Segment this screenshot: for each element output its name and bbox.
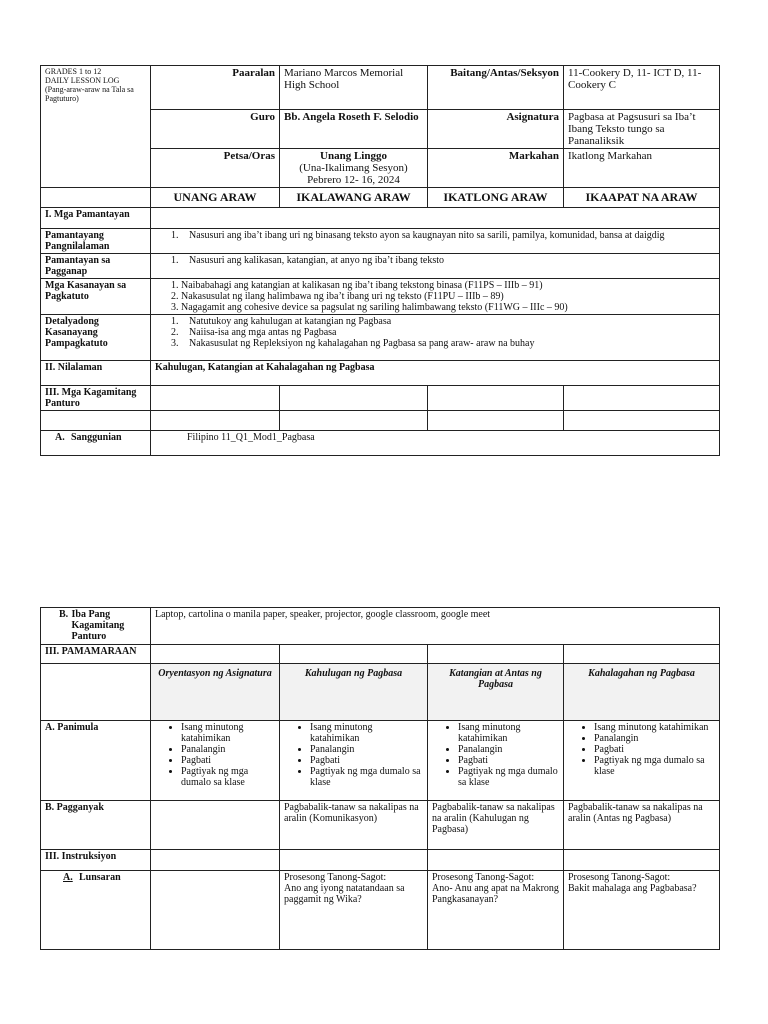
sanggunian-value: Filipino 11_Q1_Mod1_Pagbasa bbox=[151, 431, 720, 456]
list-item: • Isang minutong katahimikan bbox=[458, 722, 559, 744]
list-item: • Panalangin bbox=[458, 744, 559, 755]
pangnilalaman-value bbox=[151, 229, 720, 254]
list-item: • Pagtiyak ng mga dumalo sa klase bbox=[181, 766, 275, 788]
dll-subtitle: (Pang-araw-araw na Tala sa Pagtuturo) bbox=[45, 85, 134, 103]
empty-cell bbox=[428, 645, 564, 664]
lunsaran-day3 bbox=[428, 871, 564, 950]
empty-cell bbox=[280, 645, 428, 664]
detalyado-item bbox=[155, 338, 715, 349]
pangnilalaman-label: Pamantayang Pangnilalaman bbox=[41, 229, 151, 254]
guro-label: Guro bbox=[151, 110, 280, 149]
instruksiyon-label: III. Instruksiyon bbox=[41, 850, 151, 871]
list-item: • Pagbati bbox=[181, 755, 275, 766]
topic-day1: Oryentasyon ng Asignatura bbox=[151, 664, 280, 721]
asignatura-label: Asignatura bbox=[428, 110, 564, 149]
pamamaraan-table bbox=[40, 607, 720, 950]
lunsaran-head: Prosesong Tanong-Sagot: bbox=[568, 872, 671, 883]
lunsaran-day4 bbox=[564, 871, 720, 950]
kagamitan-day2 bbox=[280, 386, 428, 411]
panimula-day3 bbox=[428, 721, 564, 801]
iba-letter: B. bbox=[59, 609, 69, 620]
empty-cell bbox=[280, 850, 428, 871]
kasanayan-item: 3. Nagagamit ang cohesive device sa pagsulat ng sariling halimbawang teksto (F11WG – IIIc – 90) bbox=[171, 302, 568, 313]
pagganap-value bbox=[151, 254, 720, 279]
empty-cell bbox=[151, 411, 280, 431]
detalyado-number: 2. bbox=[171, 327, 179, 338]
topic-blank bbox=[41, 664, 151, 721]
pagganyak-day4: Pagbabalik-tanaw sa nakalipas na aralin (Antas ng Pagbasa) bbox=[564, 801, 720, 850]
dll-grades: GRADES 1 to 12 bbox=[45, 67, 102, 76]
panimula-list bbox=[432, 722, 559, 788]
empty-cell bbox=[151, 850, 280, 871]
empty-cell bbox=[151, 645, 280, 664]
pangnilalaman-text: Nasusuri ang iba’t ibang uri ng binasang teksto ayon sa kaugnayan nito sa sarili, pamilya, komunidad, bansa at daigdig bbox=[189, 230, 665, 241]
day-header-1: UNANG ARAW bbox=[151, 188, 280, 208]
petsa-label: Petsa/Oras bbox=[151, 149, 280, 188]
petsa-value bbox=[280, 149, 428, 188]
empty-cell bbox=[428, 411, 564, 431]
kasanayan-item: 2. Nakasusulat ng ilang halimbawa ng iba’t ibang uri ng teksto (F11PU – IIIb – 89) bbox=[171, 291, 504, 302]
dll-title bbox=[41, 66, 151, 188]
lunsaran-question: Ano ang iyong natatandaan sa paggamit ng Wika? bbox=[284, 883, 405, 905]
list-item: • Panalangin bbox=[181, 744, 275, 755]
dll-log: DAILY LESSON LOG bbox=[45, 76, 120, 85]
kagamitan-day3 bbox=[428, 386, 564, 411]
sanggunian-label bbox=[41, 431, 151, 456]
daily-lesson-log-table bbox=[40, 65, 720, 456]
topic-day3: Katangian at Antas ng Pagbasa bbox=[428, 664, 564, 721]
markahan-value: Ikatlong Markahan bbox=[564, 149, 720, 188]
empty-cell bbox=[280, 411, 428, 431]
list-item: • Pagbati bbox=[458, 755, 559, 766]
iba-value: Laptop, cartolina o manila paper, speaker, projector, google classroom, google meet bbox=[151, 608, 720, 645]
detalyado-label: Detalyadong Kasanayang Pampagkatuto bbox=[41, 315, 151, 361]
list-item: • Panalangin bbox=[310, 744, 423, 755]
list-item: • Pagbati bbox=[310, 755, 423, 766]
lunsaran-head: Prosesong Tanong-Sagot: bbox=[284, 872, 387, 883]
lunsaran-day1 bbox=[151, 871, 280, 950]
markahan-label: Markahan bbox=[428, 149, 564, 188]
list-item: • Pagtiyak ng mga dumalo sa klase bbox=[310, 766, 423, 788]
topic-day2: Kahulugan ng Pagbasa bbox=[280, 664, 428, 721]
empty-cell bbox=[564, 411, 720, 431]
empty-cell bbox=[564, 850, 720, 871]
kagamitan-day4 bbox=[564, 386, 720, 411]
lunsaran-question: Ano- Anu ang apat na Makrong Pangkasanayan? bbox=[432, 883, 559, 905]
detalyado-item bbox=[155, 327, 715, 338]
petsa-week: Unang Linggo bbox=[320, 150, 387, 162]
guro-value: Bb. Angela Roseth F. Selodio bbox=[280, 110, 428, 149]
list-item: • Isang minutong katahimikan bbox=[181, 722, 275, 744]
pagganap-label: Pamantayan sa Pagganap bbox=[41, 254, 151, 279]
iba-label bbox=[41, 608, 151, 645]
sanggunian-letter: A. bbox=[55, 432, 65, 443]
panimula-list bbox=[568, 722, 715, 777]
detalyado-number: 3. bbox=[171, 338, 179, 349]
detalyado-number: 1. bbox=[171, 316, 179, 327]
topic-day4: Kahalagahan ng Pagbasa bbox=[564, 664, 720, 721]
panimula-day1 bbox=[151, 721, 280, 801]
list-item: • Isang minutong katahimikan bbox=[310, 722, 423, 744]
lunsaran-label bbox=[41, 871, 151, 950]
list-item: • Pagtiyak ng mga dumalo sa klase bbox=[594, 755, 715, 777]
pagganyak-label: B. Pagganyak bbox=[41, 801, 151, 850]
lunsaran-day2 bbox=[280, 871, 428, 950]
panimula-day4 bbox=[564, 721, 720, 801]
lunsaran-question: Bakit mahalaga ang Pagbabasa? bbox=[568, 883, 697, 894]
detalyado-text: Natutukoy ang kahulugan at katangian ng Pagbasa bbox=[189, 316, 392, 327]
day-header-4: IKAAPAT NA ARAW bbox=[564, 188, 720, 208]
petsa-dates: Pebrero 12- 16, 2024 bbox=[307, 174, 400, 186]
list-item: • Pagbati bbox=[594, 744, 715, 755]
kasanayan-label: Mga Kasanayan sa Pagkatuto bbox=[41, 279, 151, 315]
lunsaran-letter: A. bbox=[63, 872, 73, 883]
panimula-list bbox=[284, 722, 423, 788]
detalyado-item bbox=[155, 316, 715, 327]
panimula-day2 bbox=[280, 721, 428, 801]
kasanayan-value bbox=[151, 279, 720, 315]
empty-cell bbox=[564, 645, 720, 664]
detalyado-text: Naiisa-isa ang mga antas ng Pagbasa bbox=[189, 327, 337, 338]
petsa-session: (Una-Ikalimang Sesyon) bbox=[299, 162, 408, 174]
pagganyak-day1 bbox=[151, 801, 280, 850]
pagganyak-day3: Pagbabalik-tanaw sa nakalipas na aralin (Kahulugan ng Pagbasa) bbox=[428, 801, 564, 850]
lunsaran-head: Prosesong Tanong-Sagot: bbox=[432, 872, 535, 883]
pagganyak-day2: Pagbabalik-tanaw sa nakalipas na aralin (Komunikasyon) bbox=[280, 801, 428, 850]
list-item: • Panalangin bbox=[594, 733, 715, 744]
baitang-value: 11-Cookery D, 11- ICT D, 11-Cookery C bbox=[564, 66, 720, 110]
sanggunian-text: Sanggunian bbox=[71, 432, 122, 443]
day-header-3: IKATLONG ARAW bbox=[428, 188, 564, 208]
pamantayan-label: I. Mga Pamantayan bbox=[41, 208, 151, 229]
pangnilalaman-number: 1. bbox=[171, 230, 179, 241]
nilalaman-value: Kahulugan, Katangian at Kahalagahan ng Pagbasa bbox=[151, 361, 720, 386]
asignatura-value: Pagbasa at Pagsusuri sa Iba’t Ibang Teksto tungo sa Pananaliksik bbox=[564, 110, 720, 149]
paaralan-value: Mariano Marcos Memorial High School bbox=[280, 66, 428, 110]
pamamaraan-label: III. PAMAMARAAN bbox=[41, 645, 151, 664]
paaralan-label: Paaralan bbox=[151, 66, 280, 110]
pamantayan-value bbox=[151, 208, 720, 229]
day-header-blank bbox=[41, 188, 151, 208]
kagamitan-day1 bbox=[151, 386, 280, 411]
list-item: • Isang minutong katahimikan bbox=[594, 722, 715, 733]
empty-cell bbox=[41, 411, 151, 431]
empty-cell bbox=[428, 850, 564, 871]
lunsaran-text: Lunsaran bbox=[79, 872, 121, 883]
list-item: • Pagtiyak ng mga dumalo sa klase bbox=[458, 766, 559, 788]
baitang-label: Baitang/Antas/Seksyon bbox=[428, 66, 564, 110]
iba-text: Iba Pang Kagamitang Panturo bbox=[71, 609, 125, 642]
panimula-list bbox=[155, 722, 275, 788]
detalyado-value bbox=[151, 315, 720, 361]
day-header-2: IKALAWANG ARAW bbox=[280, 188, 428, 208]
pagganap-number: 1. bbox=[171, 255, 179, 266]
kagamitan-label: III. Mga Kagamitang Panturo bbox=[41, 386, 151, 411]
nilalaman-label: II. Nilalaman bbox=[41, 361, 151, 386]
detalyado-text: Nakasusulat ng Repleksiyon ng kahalagahan ng Pagbasa sa pang araw- araw na buhay bbox=[189, 338, 535, 349]
panimula-label: A. Panimula bbox=[41, 721, 151, 801]
pagganap-text: Nasusuri ang kalikasan, katangian, at anyo ng iba’t ibang teksto bbox=[189, 255, 445, 266]
kasanayan-item: 1. Naibabahagi ang katangian at kalikasan ng iba’t ibang tekstong binasa (F11PS – IIIb – 91) bbox=[171, 280, 543, 291]
